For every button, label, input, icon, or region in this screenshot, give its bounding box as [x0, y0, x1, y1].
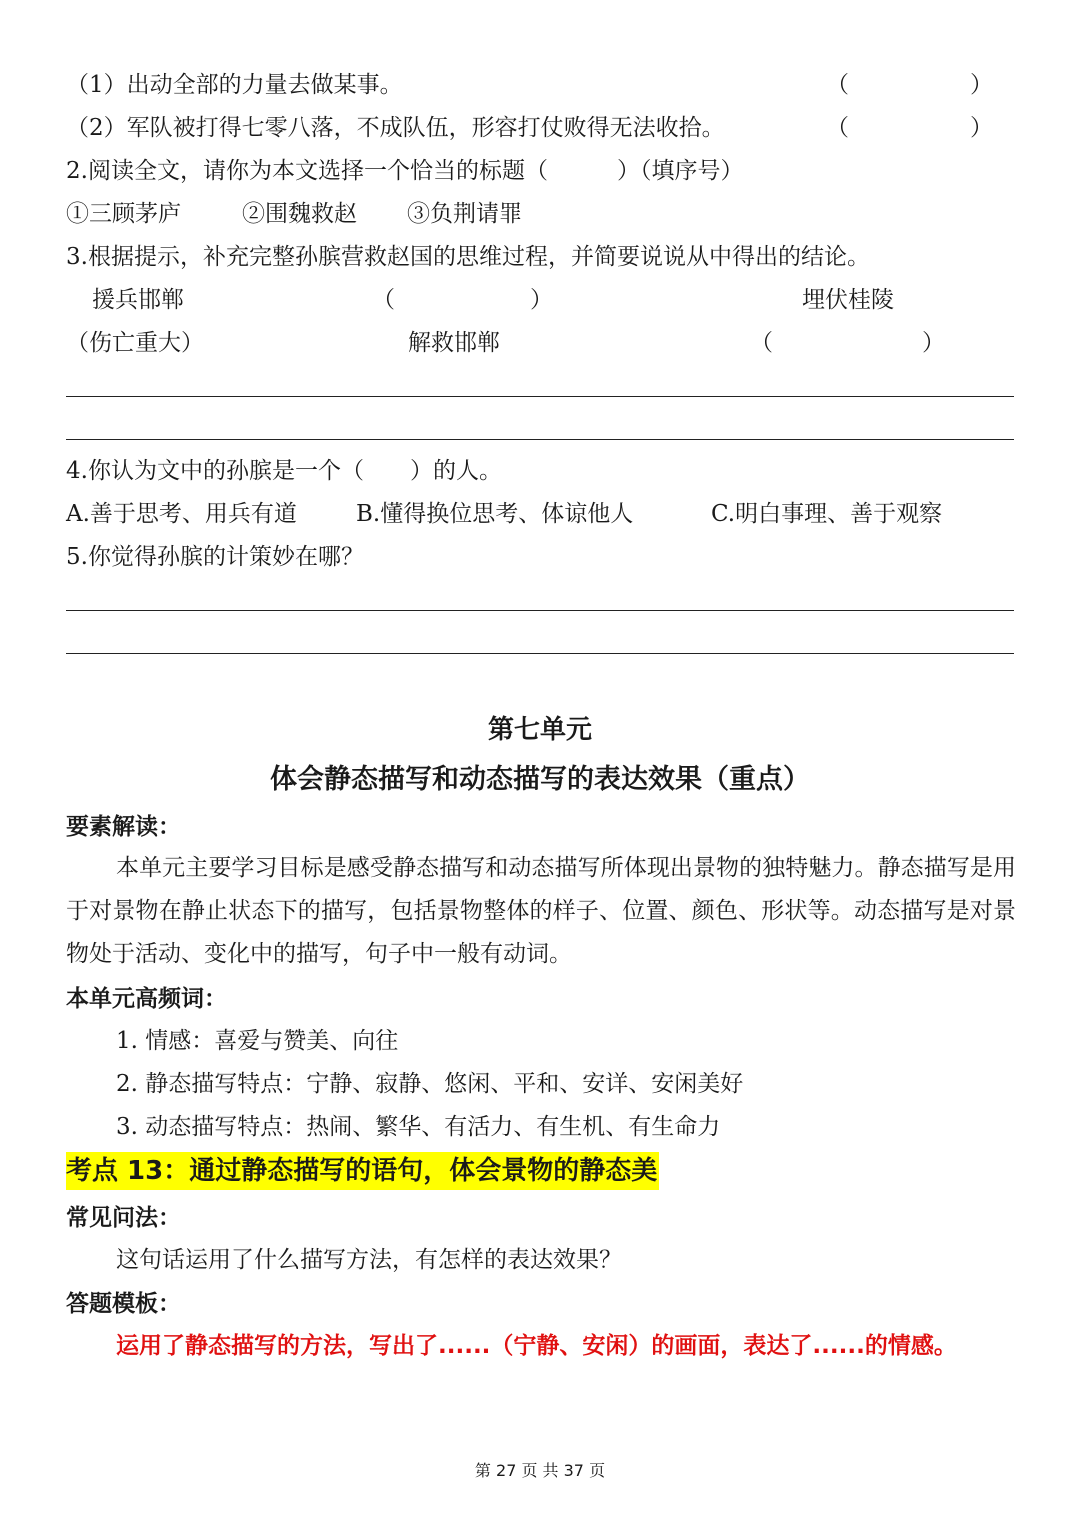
q4-question: 4.你认为文中的孙膑是一个（ ）的人。 — [66, 458, 502, 484]
freq-label: 本单元高频词： — [66, 986, 227, 1012]
q2-question: 2.阅读全文，请你为本文选择一个恰当的标题（ ）（填序号） — [66, 158, 744, 184]
q3-step-a: 援兵邯郸 — [92, 287, 184, 313]
answer-paren-open: （ — [750, 330, 773, 356]
answer-paren-open: （ — [372, 287, 395, 313]
q2-option-2: ②围魏救赵 — [242, 201, 357, 227]
q3-step-c: （伤亡重大） — [66, 330, 204, 356]
q2-option-1: ①三顾茅庐 — [66, 201, 181, 227]
unit-subtitle: 体会静态描写和动态描写的表达效果（重点） — [270, 764, 810, 795]
q3-step-d: 解救邯郸 — [408, 330, 500, 356]
template-answer: 运用了静态描写的方法，写出了......（宁静、安闲）的画面，表达了......的情感。 — [116, 1333, 957, 1359]
freq-item-2: 2. 静态描写特点：宁静、寂静、悠闲、平和、安详、安闲美好 — [116, 1071, 744, 1097]
q4-option-b: B.懂得换位思考、体谅他人 — [356, 501, 634, 527]
answer-line — [66, 610, 1014, 611]
q3-step-b: 埋伏桂陵 — [802, 287, 894, 313]
answer-paren-close: ） — [970, 115, 993, 141]
q5-question: 5.你觉得孙膑的计策妙在哪？ — [66, 544, 364, 570]
answer-paren-close: ） — [922, 330, 945, 356]
page-number: 第 27 页 共 37 页 — [474, 1461, 606, 1480]
answer-paren-close: ） — [530, 287, 553, 313]
exam-point-title: 考点 13：通过静态描写的语句，体会景物的静态美 — [66, 1152, 659, 1190]
q2-option-3: ③负荆请罪 — [407, 201, 522, 227]
q4-option-c: C.明白事理、善于观察 — [711, 501, 943, 527]
answer-line — [66, 396, 1014, 397]
template-label: 答题模板： — [66, 1291, 181, 1317]
element-paragraph: 本单元主要学习目标是感受静态描写和动态描写所体现出景物的独特魅力。静态描写是用于对景物在静止状态下的描写，包括景物整体的样子、位置、颜色、形状等。动态描写是对景物处于活动、变化中的描写，句子中一般有动词。 — [66, 855, 1016, 967]
q1-item-1: （1）出动全部的力量去做某事。 — [66, 72, 403, 98]
element-label: 要素解读： — [66, 814, 181, 840]
answer-paren-close: ） — [970, 72, 993, 98]
answer-paren-open: （ — [826, 72, 849, 98]
unit-title: 第七单元 — [487, 715, 592, 745]
answer-line — [66, 653, 1014, 654]
common-question: 这句话运用了什么描写方法，有怎样的表达效果？ — [116, 1247, 622, 1273]
answer-paren-open: （ — [826, 115, 849, 141]
q3-question: 3.根据提示，补充完整孙膑营救赵国的思维过程，并简要说说从中得出的结论。 — [66, 244, 870, 270]
common-label: 常见问法： — [66, 1205, 181, 1231]
freq-item-1: 1. 情感：喜爱与赞美、向往 — [116, 1028, 399, 1054]
freq-item-3: 3. 动态描写特点：热闹、繁华、有活力、有生机、有生命力 — [116, 1114, 721, 1140]
q4-option-a: A.善于思考、用兵有道 — [66, 501, 297, 527]
answer-line — [66, 439, 1014, 440]
q1-item-2: （2）军队被打得七零八落，不成队伍，形容打仗败得无法收拾。 — [66, 115, 725, 141]
